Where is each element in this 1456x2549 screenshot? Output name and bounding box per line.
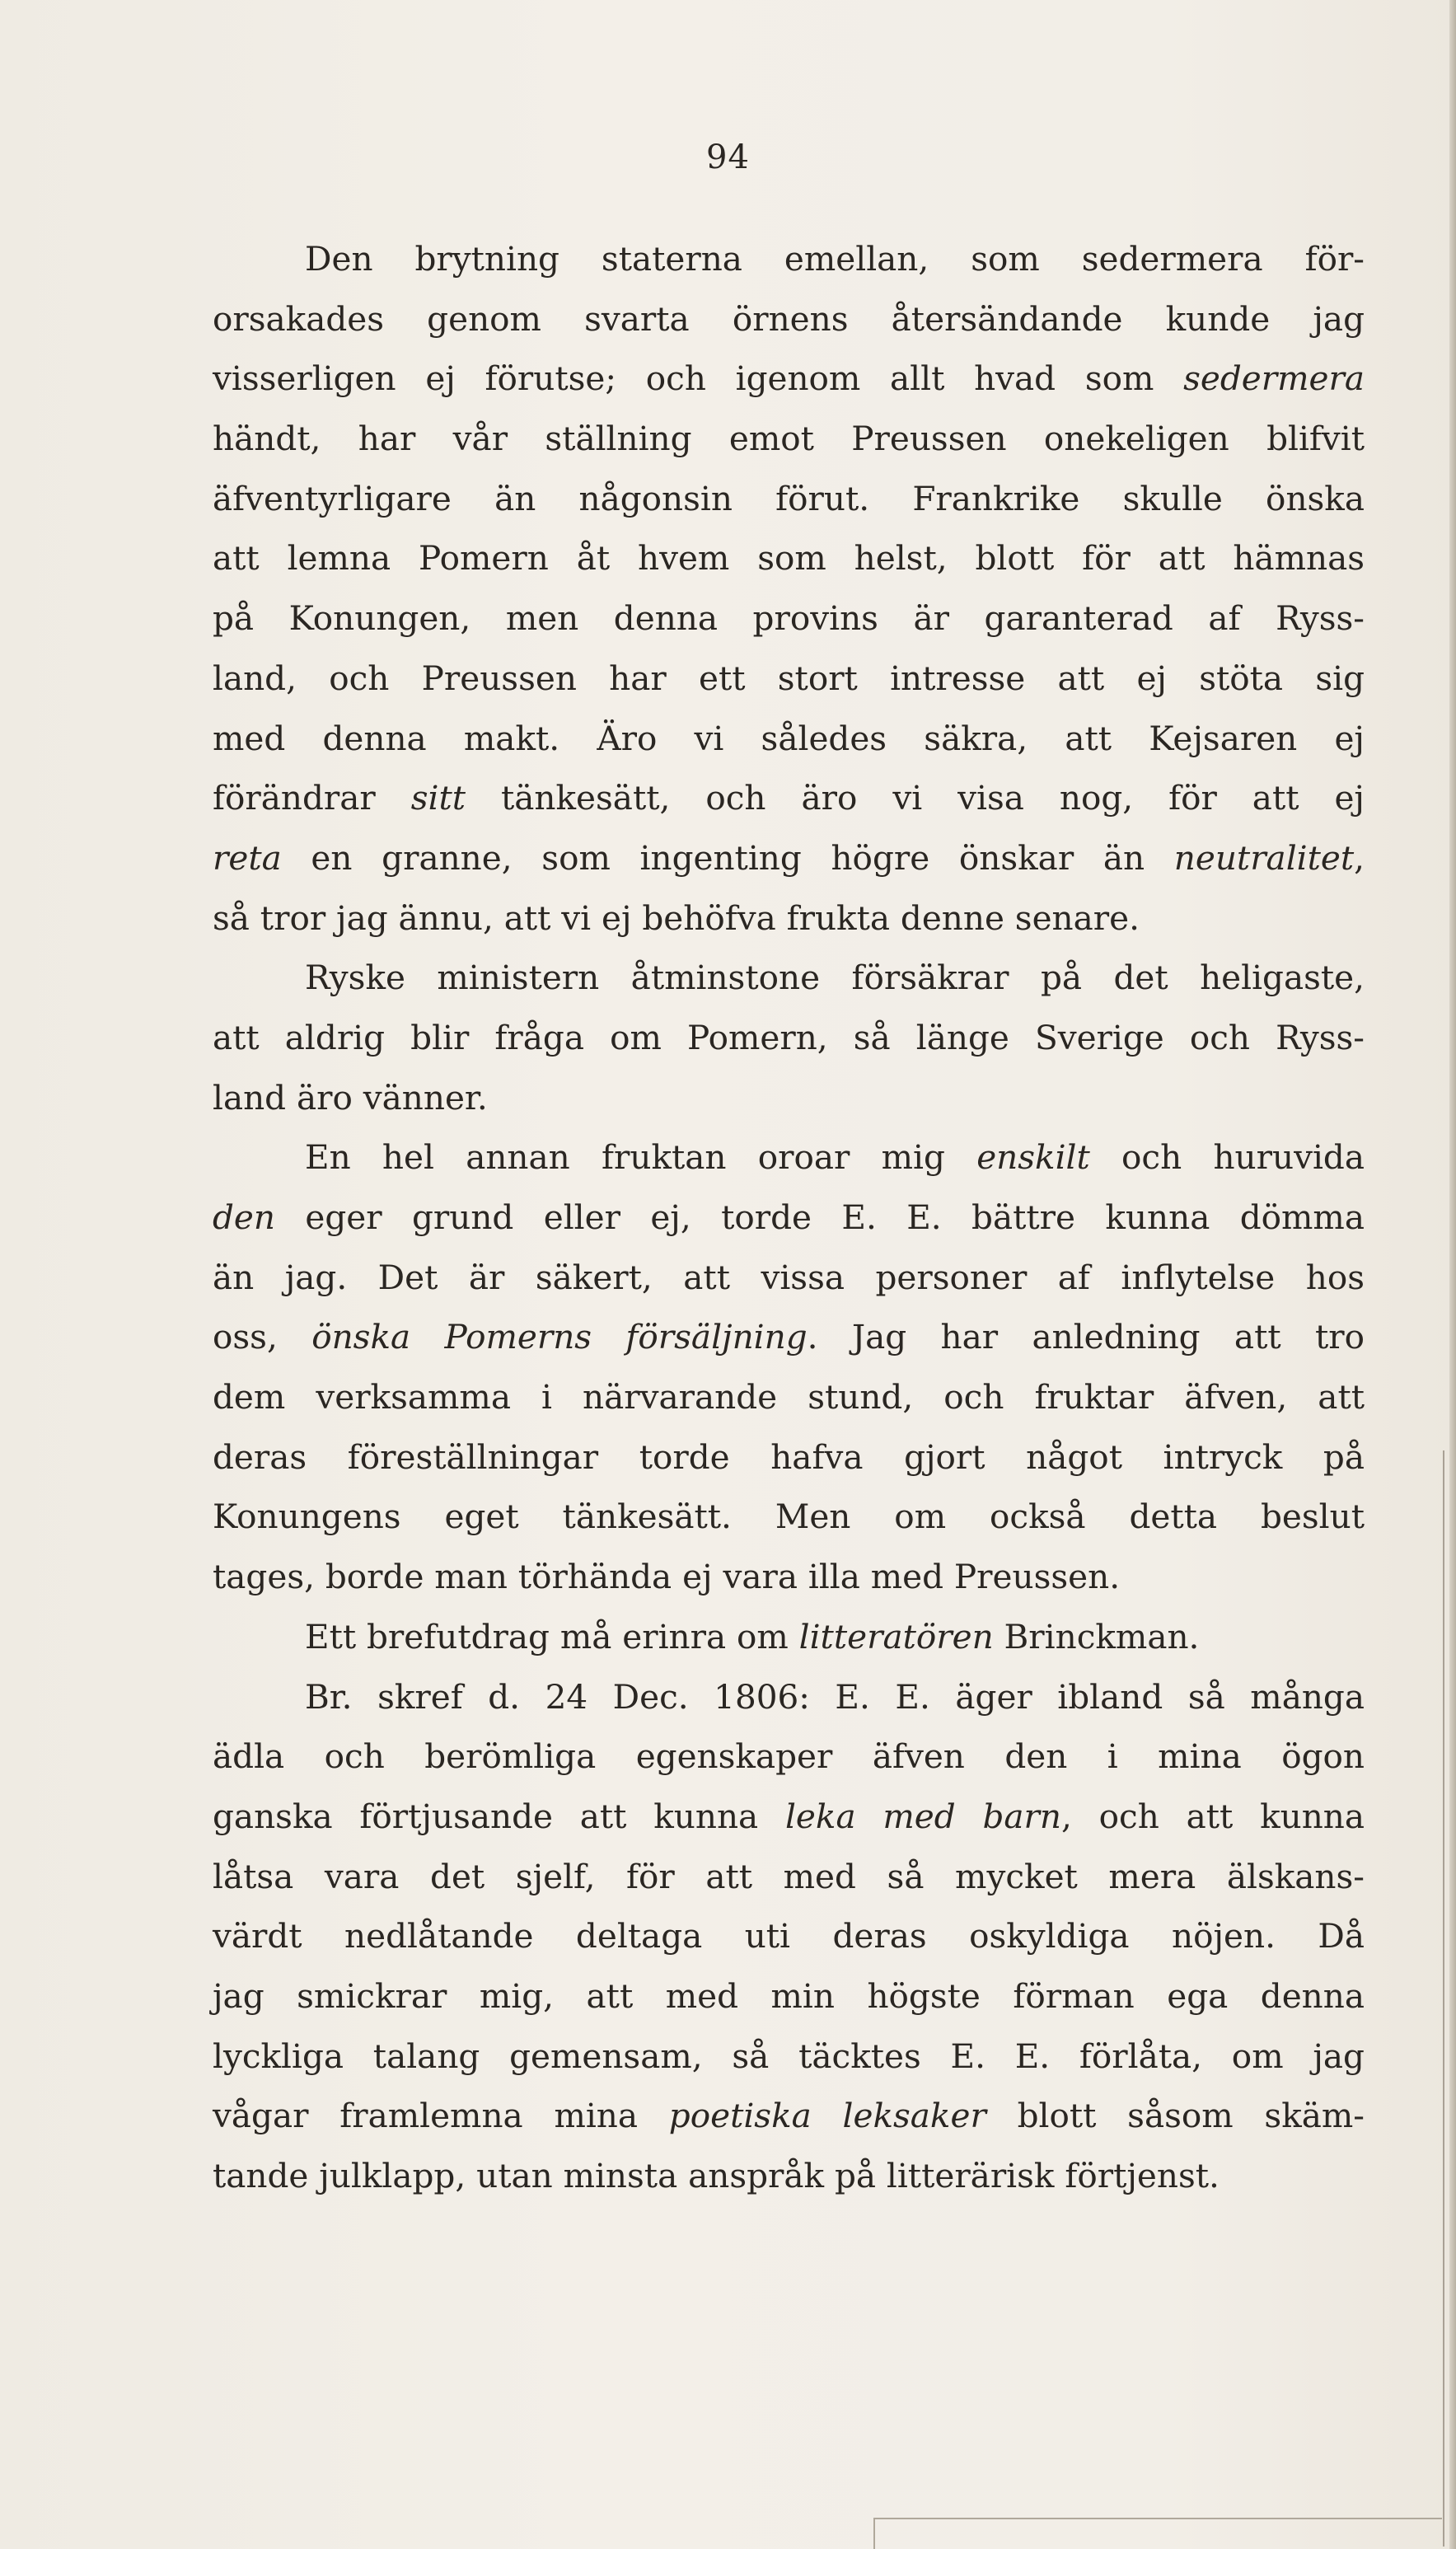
- text-segment: värdt nedlåtande deltaga uti deras oskyldiga nöjen. Då: [213, 1916, 1365, 1956]
- text-segment: eger grund eller ej, torde E. E. bättre kunna dömma: [274, 1197, 1365, 1237]
- text-segment: ,: [1354, 837, 1365, 878]
- italic-text: sedermera: [1183, 358, 1365, 399]
- text-segment: . Jag har anledning att tro: [807, 1317, 1365, 1357]
- text-line: [213, 349, 1365, 409]
- text-line: [213, 1607, 1365, 1667]
- text-segment: tages, borde man törhända ej vara illa med Preussen.: [213, 1557, 1121, 1597]
- text-segment: jag smickrar mig, att med min högste förman ega denna: [213, 1975, 1365, 2016]
- text-line: [213, 649, 1365, 709]
- text-line: [213, 1068, 1365, 1128]
- text-segment: ädla och berömliga egenskaper äfven den i mina ögon: [213, 1736, 1365, 1777]
- text-segment: land, och Preussen har ett stort intresse att ej stöta sig: [213, 658, 1365, 698]
- text-line: [213, 2027, 1365, 2087]
- text-segment: En hel annan fruktan oroar mig: [305, 1137, 977, 1178]
- page-number: 94: [706, 138, 750, 176]
- text-line: [213, 1547, 1365, 1607]
- scan-edge-corner: [873, 2518, 875, 2549]
- text-line: [213, 2146, 1365, 2206]
- text-segment: på Konungen, men denna provins är garanterad af Ryss-: [213, 598, 1365, 639]
- text-segment: tande julklapp, utan minsta anspråk på litterärisk förtjenst.: [213, 2156, 1220, 2195]
- margin-line: [1443, 1450, 1444, 2547]
- text-segment: dem verksamma i närvarande stund, och fruktar äfven, att: [213, 1377, 1365, 1417]
- text-segment: äfventyrligare än någonsin förut. Frankrike skulle önska: [213, 478, 1365, 518]
- text-line: [213, 1847, 1365, 1907]
- text-line: [213, 709, 1365, 769]
- text-line: [213, 469, 1365, 529]
- italic-text: poetiska leksaker: [668, 2096, 986, 2136]
- text-line: [213, 1727, 1365, 1787]
- text-segment: lyckliga talang gemensam, så täcktes E. E. förlåta, om jag: [213, 2036, 1365, 2076]
- text-line: [213, 948, 1365, 1008]
- text-line: [213, 1427, 1365, 1488]
- italic-text: sitt: [410, 778, 466, 818]
- body-text: [213, 229, 1365, 2206]
- text-line: [213, 888, 1365, 949]
- text-line: [213, 1188, 1365, 1248]
- text-line: [213, 1966, 1365, 2027]
- text-segment: så tror jag ännu, att vi ej behöfva frukta denne senare.: [213, 897, 1140, 938]
- text-line: [213, 1906, 1365, 1966]
- text-segment: och huruvida: [1089, 1137, 1365, 1178]
- text-segment: låtsa vara det sjelf, för att med så mycket mera älskans-: [213, 1856, 1365, 1896]
- text-segment: en granne, som ingenting högre önskar än: [281, 837, 1174, 878]
- text-segment: Ryske ministern åtminstone försäkrar på det heligaste,: [305, 958, 1365, 998]
- text-segment: Konungens eget tänkesätt. Men om också detta beslut: [213, 1497, 1365, 1537]
- italic-text: litteratören: [798, 1616, 994, 1656]
- text-line: [213, 1367, 1365, 1427]
- text-segment: händt, har vår ställning emot Preussen onekeligen blifvit: [213, 419, 1365, 459]
- italic-text: enskilt: [976, 1137, 1090, 1178]
- text-segment: att aldrig blir fråga om Pomern, så länge Sverige och Ryss-: [213, 1017, 1365, 1057]
- text-line: [213, 1248, 1365, 1308]
- text-segment: oss,: [213, 1317, 312, 1357]
- text-segment: deras föreställningar torde hafva gjort något intryck på: [213, 1436, 1365, 1477]
- text-segment: Brinckman.: [993, 1616, 1200, 1656]
- italic-text: reta: [213, 837, 282, 878]
- text-segment: ganska förtjusande att kunna: [213, 1796, 785, 1836]
- text-segment: orsakades genom svarta örnens återsändande kunde jag: [213, 298, 1365, 339]
- text-line: [213, 409, 1365, 469]
- italic-text: neutralitet: [1173, 837, 1355, 878]
- text-line: [213, 828, 1365, 888]
- text-line: [213, 229, 1365, 289]
- text-segment: att lemna Pomern åt hvem som helst, blott för att hämnas: [213, 538, 1365, 579]
- italic-text: önska Pomerns försäljning: [311, 1317, 808, 1357]
- text-segment: Ett brefutdrag må erinra om: [305, 1616, 799, 1656]
- page-edge-shadow: [1449, 0, 1456, 2549]
- text-line: [213, 289, 1365, 349]
- text-segment: förändrar: [213, 778, 411, 818]
- text-segment: vågar framlemna mina: [213, 2096, 669, 2136]
- text-segment: med denna makt. Äro vi således säkra, att Kejsaren ej: [213, 718, 1365, 758]
- text-line: [213, 768, 1365, 828]
- text-line: [213, 1127, 1365, 1188]
- text-segment: blott såsom skäm-: [985, 2096, 1365, 2136]
- text-line: [213, 1008, 1365, 1068]
- text-line: [213, 2086, 1365, 2146]
- scan-edge-line: [873, 2518, 1442, 2519]
- text-segment: än jag. Det är säkert, att vissa personer af inflytelse hos: [213, 1257, 1365, 1297]
- text-line: [213, 1307, 1365, 1367]
- text-line: [213, 588, 1365, 649]
- text-segment: land äro vänner.: [213, 1077, 488, 1118]
- text-line: [213, 1667, 1365, 1727]
- text-line: [213, 1787, 1365, 1847]
- text-segment: Den brytning staterna emellan, som sedermera för-: [305, 239, 1365, 279]
- text-line: [213, 1487, 1365, 1547]
- text-segment: visserligen ej förutse; och igenom allt hvad som: [213, 358, 1184, 399]
- italic-text: leka med barn: [784, 1796, 1061, 1836]
- text-segment: tänkesätt, och äro vi visa nog, för att ej: [466, 778, 1365, 818]
- italic-text: den: [213, 1197, 275, 1237]
- text-line: [213, 528, 1365, 588]
- text-segment: , och att kunna: [1060, 1796, 1365, 1836]
- text-segment: Br. skref d. 24 Dec. 1806: E. E. äger ibland så många: [305, 1676, 1365, 1717]
